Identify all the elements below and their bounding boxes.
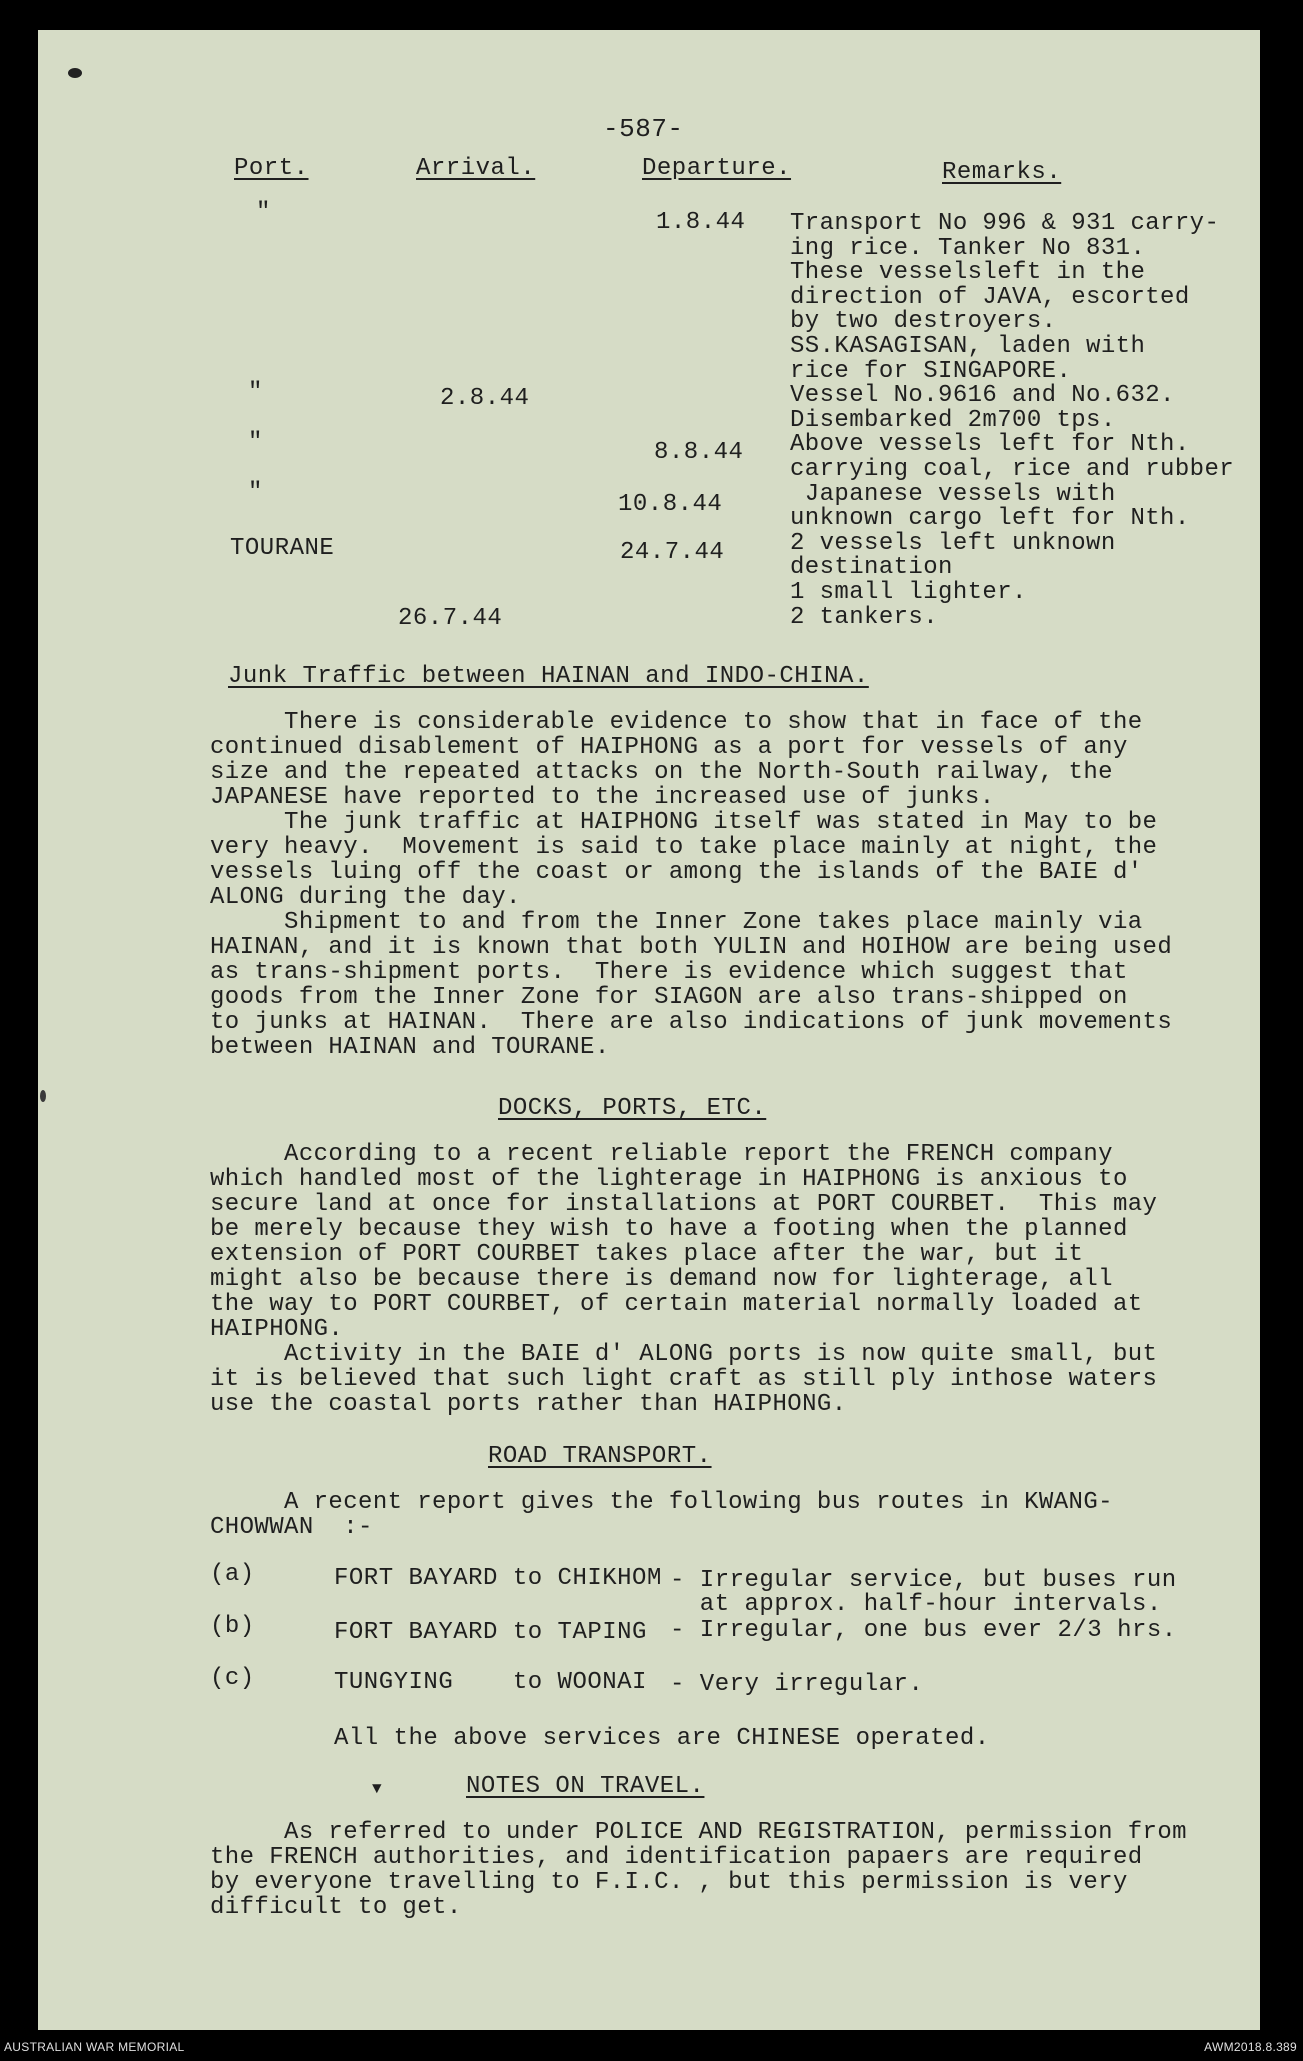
row-departure: 24.7.44 bbox=[620, 539, 725, 566]
text-line: JAPANESE have reported to the increased use of junks. bbox=[210, 784, 995, 811]
header-remarks: Remarks. bbox=[942, 159, 1062, 186]
remarks-line: 2 vessels left unknown bbox=[790, 529, 1116, 557]
document-page bbox=[38, 30, 1260, 2030]
junk-paragraphs bbox=[210, 710, 1210, 1060]
route-label: (b) bbox=[210, 1613, 255, 1640]
route-name: FORT BAYARD to CHIKHOM bbox=[334, 1565, 662, 1592]
row-departure: 10.8.44 bbox=[618, 491, 723, 518]
text-line: HAINAN, and it is known that both YULIN and HOIHOW are being used bbox=[210, 934, 1173, 961]
road-heading: ROAD TRANSPORT. bbox=[488, 1443, 712, 1470]
header-arrival: Arrival. bbox=[416, 155, 536, 182]
header-departure: Departure. bbox=[642, 155, 792, 182]
remarks-column bbox=[790, 212, 1260, 630]
text-line: which handled most of the lighterage in HAIPHONG is anxious to bbox=[210, 1166, 1128, 1193]
text-line: to junks at HAINAN. There are also indications of junk movements bbox=[210, 1009, 1173, 1036]
text-line: the way to PORT COURBET, of certain material normally loaded at bbox=[210, 1291, 1143, 1318]
page-number-value: 587 bbox=[619, 114, 668, 144]
route-name: TUNGYING to WOONAI bbox=[334, 1669, 647, 1696]
row-port: TOURANE bbox=[230, 535, 335, 562]
text-line: goods from the Inner Zone for SIAGON are also trans-shipped on bbox=[210, 984, 1128, 1011]
text-line: by everyone travelling to F.I.C. , but this permission is very bbox=[210, 1869, 1128, 1896]
text-line: extension of PORT COURBET takes place after the war, but it bbox=[210, 1241, 1084, 1268]
remarks-line: 1 small lighter. bbox=[790, 578, 1027, 606]
text-line: difficult to get. bbox=[210, 1894, 462, 1921]
route-note: - Irregular, one bus ever 2/3 hrs. bbox=[670, 1617, 1177, 1644]
text-line: Activity in the BAIE d' ALONG ports is now quite small, but bbox=[210, 1341, 1158, 1368]
remarks-line: direction of JAVA, escorted bbox=[790, 283, 1190, 311]
road-closing: All the above services are CHINESE operated. bbox=[334, 1725, 990, 1752]
remarks-line: Vessel No.9616 and No.632. bbox=[790, 382, 1175, 410]
text-line: CHOWWAN :- bbox=[210, 1514, 373, 1541]
remarks-line: SS.KASAGISAN, laden with bbox=[790, 332, 1146, 360]
text-line: The junk traffic at HAIPHONG itself was stated in May to be bbox=[210, 809, 1158, 836]
row-port: " bbox=[248, 479, 263, 506]
text-line: size and the repeated attacks on the North-South railway, the bbox=[210, 759, 1113, 786]
route-note: - Irregular service, but buses run bbox=[670, 1567, 1177, 1594]
text-line: According to a recent reliable report the FRENCH company bbox=[210, 1141, 1113, 1168]
text-line: As referred to under POLICE AND REGISTRATION, permission from bbox=[210, 1819, 1187, 1846]
row-departure: 8.8.44 bbox=[654, 439, 744, 466]
row-port: " bbox=[248, 429, 263, 456]
text-line: it is believed that such light craft as still ply inthose waters bbox=[210, 1366, 1158, 1393]
remarks-line: ing rice. Tanker No 831. bbox=[790, 234, 1146, 262]
stray-mark: ▼ bbox=[372, 1780, 383, 1798]
footer-right: AWM2018.8.389 bbox=[1204, 2040, 1297, 2054]
remarks-line: Transport No 996 & 931 carry- bbox=[790, 210, 1220, 237]
junk-heading: Junk Traffic between HAINAN and INDO-CHINA. bbox=[228, 663, 869, 690]
remarks-line: Japanese vessels with bbox=[790, 480, 1116, 508]
remarks-line: destination bbox=[790, 554, 953, 582]
text-line: continued disablement of HAIPHONG as a port for vessels of any bbox=[210, 734, 1128, 761]
footer-left: AUSTRALIAN WAR MEMORIAL bbox=[4, 2040, 185, 2054]
docks-paragraphs bbox=[210, 1142, 1210, 1417]
remarks-line: by two destroyers. bbox=[790, 308, 1057, 336]
text-line: between HAINAN and TOURANE. bbox=[210, 1034, 610, 1061]
route-label: (c) bbox=[210, 1665, 255, 1692]
route-note: at approx. half-hour intervals. bbox=[670, 1591, 1162, 1618]
remarks-line: Above vessels left for Nth. bbox=[790, 431, 1190, 459]
road-intro bbox=[210, 1490, 1210, 1540]
route-name: FORT BAYARD to TAPING bbox=[334, 1619, 647, 1646]
text-line: vessels luing off the coast or among the islands of the BAIE d' bbox=[210, 859, 1143, 886]
text-line: very heavy. Movement is said to take place mainly at night, the bbox=[210, 834, 1158, 861]
remarks-line: carrying coal, rice and rubber bbox=[790, 455, 1235, 483]
text-line: There is considerable evidence to show that in face of the bbox=[210, 709, 1143, 736]
route-note: - Very irregular. bbox=[670, 1671, 924, 1698]
row-port: " bbox=[248, 379, 263, 406]
header-port: Port. bbox=[234, 155, 309, 182]
punch-mark bbox=[68, 68, 82, 78]
travel-heading: NOTES ON TRAVEL. bbox=[466, 1773, 705, 1800]
text-line: ALONG during the day. bbox=[210, 884, 521, 911]
remarks-line: Disembarked 2m700 tps. bbox=[790, 406, 1116, 434]
remarks-line: unknown cargo left for Nth. bbox=[790, 505, 1190, 533]
docks-heading: DOCKS, PORTS, ETC. bbox=[498, 1095, 767, 1122]
text-line: as trans-shipment ports. There is evidence which suggest that bbox=[210, 959, 1128, 986]
text-line: HAIPHONG. bbox=[210, 1316, 344, 1343]
remarks-line: These vesselsleft in the bbox=[790, 259, 1146, 287]
text-line: be merely because they wish to have a footing when the planned bbox=[210, 1216, 1128, 1243]
page-number: -587- bbox=[603, 114, 684, 144]
text-line: A recent report gives the following bus routes in KWANG- bbox=[210, 1489, 1113, 1516]
row-port: " bbox=[256, 199, 271, 226]
text-line: Shipment to and from the Inner Zone takes place mainly via bbox=[210, 909, 1143, 936]
route-label: (a) bbox=[210, 1561, 255, 1588]
text-line: the FRENCH authorities, and identification papaers are required bbox=[210, 1844, 1143, 1871]
row-arrival: 26.7.44 bbox=[398, 605, 503, 632]
travel-paragraph bbox=[210, 1820, 1210, 1920]
text-line: use the coastal ports rather than HAIPHONG. bbox=[210, 1391, 847, 1418]
row-arrival: 2.8.44 bbox=[440, 385, 530, 412]
punch-mark bbox=[40, 1090, 46, 1102]
row-departure: 1.8.44 bbox=[656, 209, 746, 236]
text-line: might also be because there is demand now for lighterage, all bbox=[210, 1266, 1113, 1293]
remarks-line: 2 tankers. bbox=[790, 603, 939, 631]
text-line: secure land at once for installations at PORT COURBET. This may bbox=[210, 1191, 1158, 1218]
remarks-line: rice for SINGAPORE. bbox=[790, 357, 1072, 385]
